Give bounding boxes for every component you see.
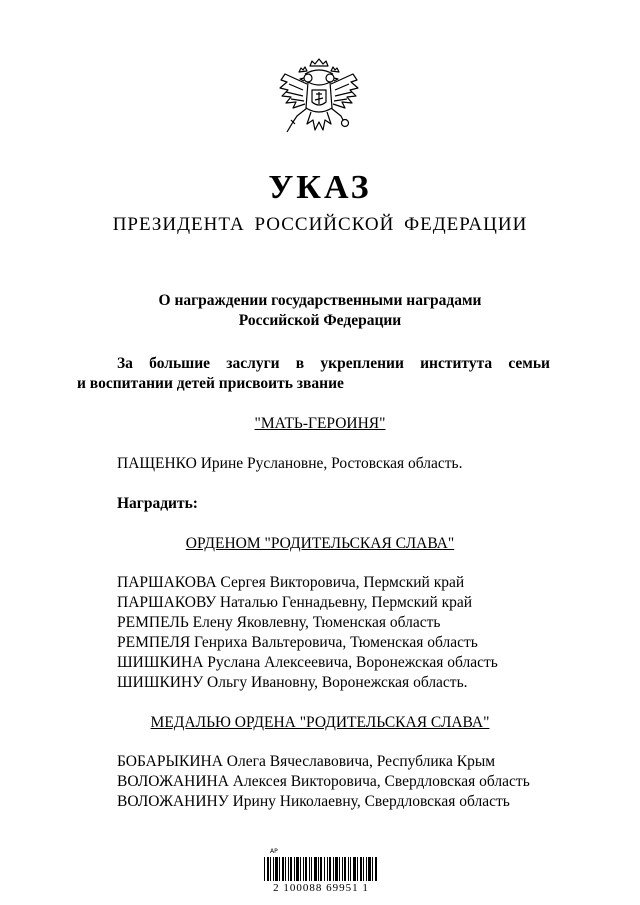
medal-recipient: ВОЛОЖАНИНУ Ирину Николаевну, Свердловская область bbox=[117, 793, 510, 810]
decree-issuer: ПРЕЗИДЕНТА РОССИЙСКОЙ ФЕДЕРАЦИИ bbox=[112, 214, 528, 235]
preamble-line-2: и воспитании детей присвоить звание bbox=[77, 375, 344, 392]
medal-recipient: БОБАРЫКИНА Олега Вячеславовича, Республика Крым bbox=[117, 753, 496, 770]
order-recipient: ПАРШАКОВА Сергея Викторовича, Пермский край bbox=[117, 574, 465, 591]
barcode-number: 2 100088 69951 1 bbox=[273, 882, 369, 894]
medal-title: МЕДАЛЬЮ ОРДЕНА "РОДИТЕЛЬСКАЯ СЛАВА" bbox=[150, 714, 490, 731]
decree-heading-line-2: Российской Федерации bbox=[238, 312, 402, 329]
order-recipient: ПАРШАКОВУ Наталью Геннадьевну, Пермский край bbox=[117, 594, 473, 611]
mother-heroine-title: "МАТЬ-ГЕРОИНЯ" bbox=[254, 415, 386, 432]
award-intro: Наградить: bbox=[117, 495, 198, 512]
barcode-icon bbox=[264, 857, 378, 881]
order-recipient: РЕМПЕЛЬ Елену Яковлевну, Тюменская область bbox=[117, 614, 441, 631]
order-recipient: ШИШКИНА Руслана Алексеевича, Воронежская область bbox=[117, 654, 498, 671]
barcode-mark: АР bbox=[270, 848, 278, 855]
order-recipient: ШИШКИНУ Ольгу Ивановну, Воронежская область. bbox=[117, 674, 468, 691]
mother-heroine-recipient: ПАЩЕНКО Ирине Руслановне, Ростовская область. bbox=[117, 455, 463, 472]
preamble-line-1: За большие заслуги в укреплении института семьи bbox=[117, 355, 550, 372]
decree-title: УКАЗ bbox=[268, 169, 372, 206]
russian-coat-of-arms-icon bbox=[277, 58, 361, 140]
medal-recipient: ВОЛОЖАНИНА Алексея Викторовича, Свердловская область bbox=[117, 773, 530, 790]
preamble bbox=[77, 354, 550, 394]
document-barcode bbox=[262, 848, 380, 896]
order-recipient: РЕМПЕЛЯ Генриха Вальтеровича, Тюменская область bbox=[117, 634, 478, 651]
decree-heading-line-1: О награждении государственными наградами bbox=[158, 292, 482, 309]
order-title: ОРДЕНОМ "РОДИТЕЛЬСКАЯ СЛАВА" bbox=[185, 535, 455, 552]
